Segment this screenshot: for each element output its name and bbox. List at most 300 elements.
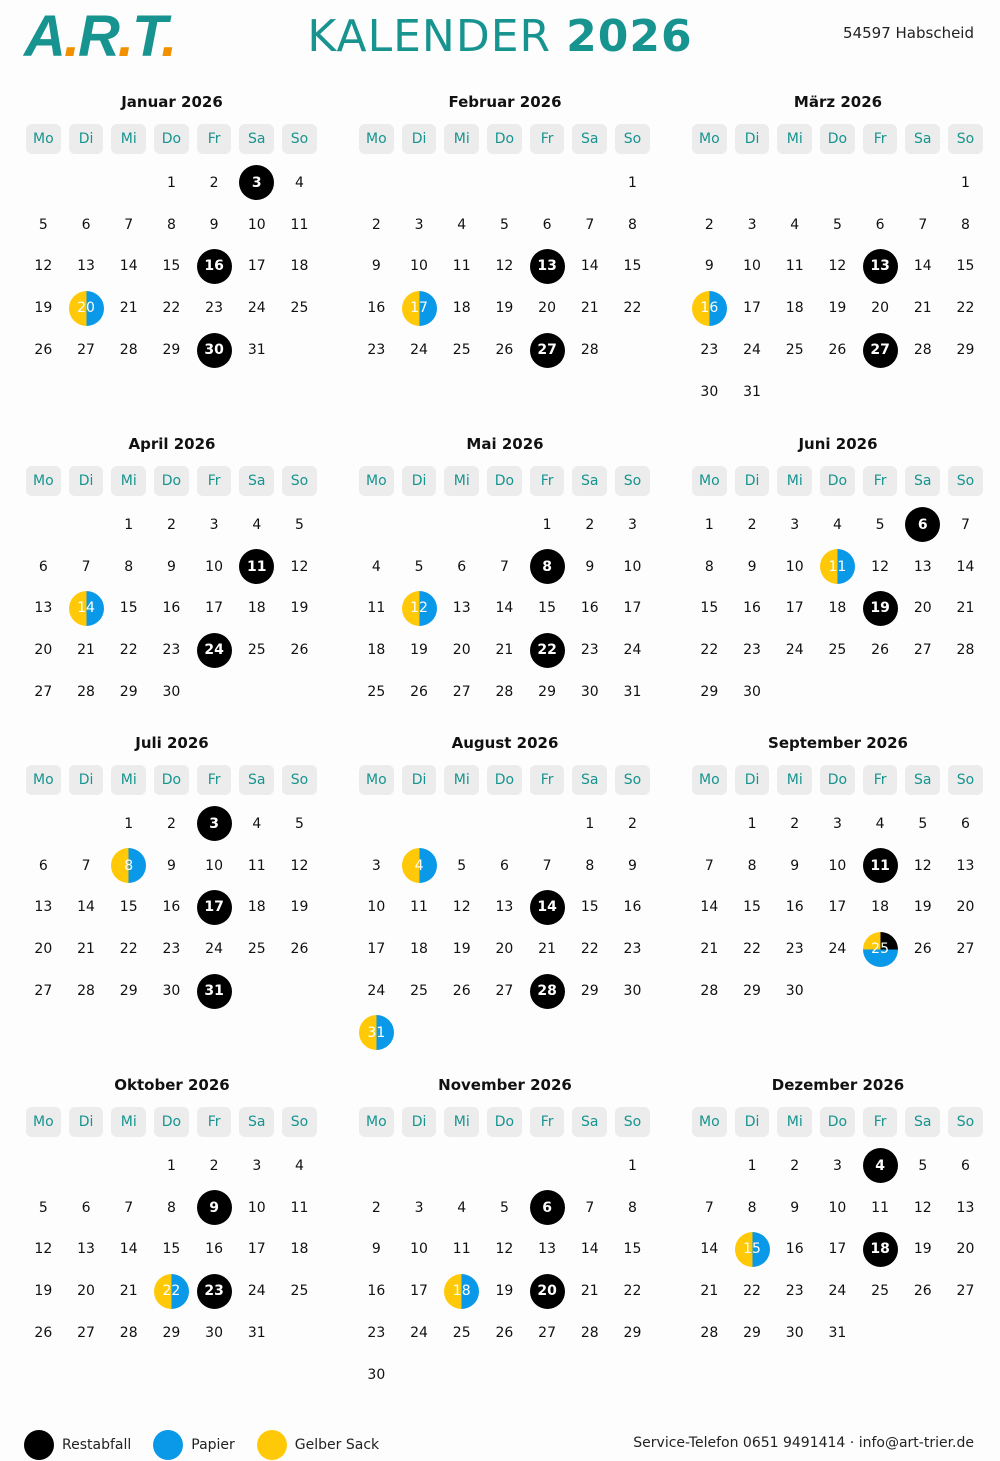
day-cell [65, 329, 108, 371]
day-cell [688, 1229, 731, 1271]
day-grid [688, 1145, 988, 1354]
day-cell [816, 845, 859, 887]
day-number: 11 [367, 600, 386, 617]
day-cell [901, 504, 944, 546]
day-cell [440, 1229, 483, 1271]
day-grid [355, 1145, 655, 1396]
day-cell [688, 845, 731, 887]
day-cell [278, 546, 321, 588]
day-cell [901, 546, 944, 588]
day-number: 21 [580, 1283, 599, 1300]
day-number: 23 [367, 342, 386, 359]
day-number: 17 [623, 600, 642, 617]
day-cell [278, 204, 321, 246]
weekday-label: Sa [905, 124, 940, 154]
day-number: 3 [832, 815, 842, 832]
day-number: 11 [410, 899, 428, 916]
day-cell [107, 329, 150, 371]
pickup-marker: 18 [863, 1232, 898, 1267]
day-number: 21 [700, 941, 719, 958]
day-cell [526, 588, 569, 630]
empty-cell [355, 504, 398, 546]
day-number: 28 [77, 684, 95, 701]
pickup-marker: 14 [530, 890, 565, 925]
day-cell [150, 1187, 193, 1229]
day-cell [526, 287, 569, 329]
day-cell [150, 1312, 193, 1354]
day-number: 23 [162, 642, 181, 659]
day-number: 8 [747, 857, 757, 874]
day-number: 12 [290, 857, 309, 874]
legend-label: Papier [191, 1437, 235, 1453]
day-number: 25 [290, 1283, 309, 1300]
weekday-label: Fr [530, 1107, 565, 1137]
day-cell [901, 246, 944, 288]
day-number: 23 [785, 941, 804, 958]
day-cell [65, 928, 108, 970]
weekday-label: Fr [863, 466, 898, 496]
day-cell [526, 629, 569, 671]
day-number: 6 [499, 857, 509, 874]
day-cell [440, 671, 483, 713]
day-cell [150, 629, 193, 671]
day-cell [901, 1187, 944, 1229]
empty-cell [22, 504, 65, 546]
day-number: 9 [790, 1199, 800, 1216]
day-cell [611, 803, 654, 845]
day-cell [731, 1187, 774, 1229]
day-number: 13 [34, 899, 53, 916]
day-number: 13 [913, 558, 932, 575]
day-cell [65, 588, 108, 630]
day-number: 31 [828, 1325, 847, 1342]
day-number: 4 [832, 516, 842, 533]
day-number: 5 [295, 516, 304, 533]
day-cell [278, 803, 321, 845]
day-cell [526, 887, 569, 929]
day-number: 21 [119, 1283, 138, 1300]
day-cell [193, 1145, 236, 1187]
weekday-header [22, 1107, 322, 1137]
pickup-marker: 15 [735, 1232, 770, 1267]
day-number: 19 [913, 899, 932, 916]
day-number: 15 [538, 600, 556, 617]
day-number: 30 [785, 983, 804, 1000]
day-cell [901, 845, 944, 887]
month-title: März 2026 [793, 93, 883, 111]
day-number: 28 [119, 342, 138, 359]
day-number: 2 [166, 516, 176, 533]
day-number: 15 [956, 258, 975, 275]
day-cell [235, 845, 278, 887]
day-number: 1 [542, 516, 552, 533]
day-cell [193, 246, 236, 288]
day-cell [440, 1312, 483, 1354]
weekday-header [355, 124, 655, 154]
day-number: 6 [38, 558, 48, 575]
contact-info: Service-Telefon 0651 9491414 · info@art-trier.de [633, 1435, 974, 1451]
day-cell [65, 845, 108, 887]
empty-cell [398, 504, 441, 546]
day-number: 29 [119, 684, 138, 701]
month-title: August 2026 [451, 734, 559, 752]
empty-cell [107, 1145, 150, 1187]
day-cell [193, 845, 236, 887]
day-number: 4 [875, 815, 885, 832]
day-cell [398, 546, 441, 588]
day-cell [278, 162, 321, 204]
day-number: 12 [34, 258, 53, 275]
weekday-label: Mo [26, 466, 61, 496]
day-number: 24 [367, 983, 386, 1000]
day-number: 8 [704, 558, 714, 575]
day-cell [278, 887, 321, 929]
day-cell [355, 1354, 398, 1396]
empty-cell [440, 162, 483, 204]
day-number: 29 [623, 1325, 642, 1342]
day-number: 12 [913, 857, 932, 874]
day-number: 17 [743, 300, 761, 317]
day-number: 1 [166, 174, 176, 191]
day-number: 31 [623, 684, 642, 701]
day-cell [526, 1187, 569, 1229]
legend-item-restabfall [24, 1430, 131, 1460]
day-cell [235, 803, 278, 845]
day-cell [611, 204, 654, 246]
empty-cell [568, 162, 611, 204]
day-cell [901, 629, 944, 671]
day-number: 10 [410, 258, 428, 275]
day-cell [150, 546, 193, 588]
day-cell [65, 1229, 108, 1271]
day-number: 4 [457, 1199, 467, 1216]
day-number: 19 [290, 600, 309, 617]
day-number: 15 [700, 600, 719, 617]
day-number: 28 [700, 1325, 719, 1342]
day-cell [65, 629, 108, 671]
day-cell [355, 329, 398, 371]
day-number: 5 [499, 1199, 509, 1216]
day-number: 4 [371, 558, 381, 575]
day-number: 12 [34, 1241, 53, 1258]
day-cell [22, 287, 65, 329]
pickup-marker: 23 [197, 1274, 232, 1309]
empty-cell [398, 1145, 441, 1187]
day-number: 10 [205, 558, 223, 575]
day-number: 19 [495, 1283, 514, 1300]
weekday-label: Sa [572, 124, 607, 154]
day-cell [859, 1187, 902, 1229]
day-number: 15 [623, 1241, 642, 1258]
pickup-marker: 8 [111, 848, 146, 883]
weekday-label: Do [820, 124, 855, 154]
empty-cell [107, 162, 150, 204]
day-cell [688, 887, 731, 929]
weekday-label: Mi [111, 466, 146, 496]
month-title: April 2026 [128, 435, 216, 453]
day-number: 24 [205, 941, 223, 958]
day-cell [611, 671, 654, 713]
day-cell [440, 1270, 483, 1312]
day-cell [773, 803, 816, 845]
day-cell [398, 329, 441, 371]
day-number: 6 [875, 216, 885, 233]
day-cell [731, 1145, 774, 1187]
day-number: 14 [700, 899, 719, 916]
day-number: 6 [961, 815, 970, 832]
day-cell [859, 803, 902, 845]
legend-dot-yellow [257, 1430, 287, 1460]
day-cell [235, 588, 278, 630]
day-cell [731, 504, 774, 546]
weekday-label: Do [487, 466, 522, 496]
weekday-label: Mo [359, 124, 394, 154]
day-number: 20 [34, 642, 53, 659]
day-cell [859, 246, 902, 288]
day-number: 10 [785, 558, 804, 575]
day-cell [688, 504, 731, 546]
weekday-label: Do [154, 124, 189, 154]
day-number: 7 [499, 558, 509, 575]
day-number: 16 [162, 899, 181, 916]
day-grid [355, 162, 655, 371]
day-number: 10 [247, 216, 266, 233]
day-number: 26 [410, 684, 428, 701]
day-number: 13 [77, 258, 95, 275]
day-cell [193, 546, 236, 588]
day-cell [278, 928, 321, 970]
weekday-label: Sa [572, 1107, 607, 1137]
day-cell [568, 928, 611, 970]
day-number: 17 [828, 899, 847, 916]
day-cell [107, 1229, 150, 1271]
day-number: 9 [628, 857, 637, 874]
day-number: 2 [747, 516, 757, 533]
day-cell [816, 287, 859, 329]
day-number: 29 [162, 342, 181, 359]
day-cell [688, 204, 731, 246]
day-number: 9 [209, 216, 219, 233]
day-cell [22, 1270, 65, 1312]
weekday-header [688, 466, 988, 496]
day-number: 9 [790, 857, 800, 874]
day-number: 8 [747, 1199, 757, 1216]
day-cell [731, 1312, 774, 1354]
day-number: 21 [913, 300, 932, 317]
day-number: 25 [785, 342, 804, 359]
day-number: 4 [790, 216, 800, 233]
day-cell [483, 671, 526, 713]
day-cell [611, 504, 654, 546]
day-number: 3 [832, 1157, 842, 1174]
day-cell [65, 546, 108, 588]
day-cell [483, 887, 526, 929]
day-number: 13 [495, 899, 514, 916]
pickup-marker: 25 [863, 932, 898, 967]
weekday-header [355, 765, 655, 795]
day-cell [773, 504, 816, 546]
day-number: 10 [828, 1199, 847, 1216]
day-cell [816, 629, 859, 671]
day-cell [65, 887, 108, 929]
day-cell [859, 546, 902, 588]
day-cell [688, 1312, 731, 1354]
day-number: 18 [290, 258, 309, 275]
empty-cell [773, 162, 816, 204]
day-cell [355, 887, 398, 929]
day-number: 18 [871, 899, 889, 916]
day-cell [193, 162, 236, 204]
day-cell [944, 329, 987, 371]
empty-cell [688, 1145, 731, 1187]
day-cell [107, 204, 150, 246]
day-grid [355, 504, 655, 713]
day-number: 7 [704, 857, 714, 874]
day-number: 14 [119, 258, 138, 275]
day-cell [901, 588, 944, 630]
day-cell [483, 1187, 526, 1229]
day-cell [731, 671, 774, 713]
day-cell [859, 588, 902, 630]
day-cell [483, 287, 526, 329]
day-number: 7 [81, 857, 91, 874]
day-number: 24 [410, 342, 428, 359]
title-word: KALENDER [307, 11, 552, 62]
day-cell [901, 928, 944, 970]
pickup-marker: 6 [905, 507, 940, 542]
weekday-label: So [282, 765, 317, 795]
pickup-marker: 11 [820, 549, 855, 584]
day-cell [235, 246, 278, 288]
weekday-label: Sa [239, 765, 274, 795]
pickup-marker: 20 [69, 291, 104, 326]
day-grid [688, 504, 988, 713]
day-cell [816, 546, 859, 588]
day-number: 2 [585, 516, 595, 533]
day-number: 9 [585, 558, 595, 575]
day-cell [568, 845, 611, 887]
day-cell [568, 1187, 611, 1229]
day-cell [816, 1145, 859, 1187]
day-cell [773, 629, 816, 671]
day-number: 3 [252, 1157, 262, 1174]
empty-cell [816, 162, 859, 204]
day-cell [568, 204, 611, 246]
day-cell [944, 162, 987, 204]
month-title: November 2026 [438, 1076, 572, 1094]
weekday-label: Di [402, 466, 437, 496]
day-cell [398, 928, 441, 970]
day-number: 27 [34, 684, 53, 701]
day-number: 24 [410, 1325, 428, 1342]
pickup-marker: 12 [402, 591, 437, 626]
day-number: 24 [785, 642, 804, 659]
day-number: 26 [871, 642, 889, 659]
pickup-marker: 20 [530, 1274, 565, 1309]
day-number: 4 [457, 216, 467, 233]
day-cell [278, 1229, 321, 1271]
day-cell [235, 1145, 278, 1187]
day-number: 21 [580, 300, 599, 317]
day-number: 8 [124, 558, 134, 575]
day-cell [193, 329, 236, 371]
day-cell [107, 504, 150, 546]
day-number: 15 [119, 600, 138, 617]
day-cell [107, 970, 150, 1012]
legend-dot-black [24, 1430, 54, 1460]
day-number: 21 [956, 600, 975, 617]
day-cell [731, 845, 774, 887]
day-cell [278, 1270, 321, 1312]
day-number: 23 [162, 941, 181, 958]
day-number: 3 [414, 216, 424, 233]
month-block [688, 92, 988, 413]
day-cell [944, 204, 987, 246]
day-number: 6 [81, 1199, 91, 1216]
day-cell [944, 845, 987, 887]
day-number: 16 [162, 600, 181, 617]
day-number: 24 [247, 1283, 266, 1300]
day-cell [235, 629, 278, 671]
day-number: 24 [828, 941, 847, 958]
empty-cell [22, 803, 65, 845]
day-cell [483, 246, 526, 288]
weekday-label: Di [402, 124, 437, 154]
weekday-label: Di [735, 466, 770, 496]
day-number: 3 [414, 1199, 424, 1216]
day-number: 13 [956, 1199, 975, 1216]
day-cell [235, 1312, 278, 1354]
weekday-label: Do [820, 1107, 855, 1137]
day-cell [688, 546, 731, 588]
weekday-label: Fr [530, 765, 565, 795]
day-number: 15 [162, 258, 181, 275]
day-cell [150, 887, 193, 929]
day-cell [150, 671, 193, 713]
day-number: 25 [290, 300, 309, 317]
day-number: 10 [247, 1199, 266, 1216]
empty-cell [440, 803, 483, 845]
pickup-marker: 3 [239, 165, 274, 200]
day-number: 27 [913, 642, 932, 659]
day-cell [22, 329, 65, 371]
month-title: Oktober 2026 [114, 1076, 230, 1094]
day-number: 23 [623, 941, 642, 958]
day-number: 14 [700, 1241, 719, 1258]
day-number: 18 [290, 1241, 309, 1258]
day-number: 30 [700, 383, 719, 400]
day-cell [150, 504, 193, 546]
empty-cell [65, 1145, 108, 1187]
day-number: 7 [585, 1199, 595, 1216]
day-cell [22, 1312, 65, 1354]
day-number: 27 [34, 983, 53, 1000]
pickup-marker: 19 [863, 591, 898, 626]
day-cell [355, 1312, 398, 1354]
day-number: 29 [580, 983, 599, 1000]
day-number: 24 [247, 300, 266, 317]
day-cell [193, 1229, 236, 1271]
day-cell [483, 329, 526, 371]
day-cell [278, 287, 321, 329]
weekday-label: Fr [863, 124, 898, 154]
weekday-label: Fr [197, 466, 232, 496]
day-cell [816, 1187, 859, 1229]
day-cell [150, 1145, 193, 1187]
day-cell [731, 546, 774, 588]
day-number: 3 [790, 516, 800, 533]
day-number: 22 [743, 1283, 761, 1300]
